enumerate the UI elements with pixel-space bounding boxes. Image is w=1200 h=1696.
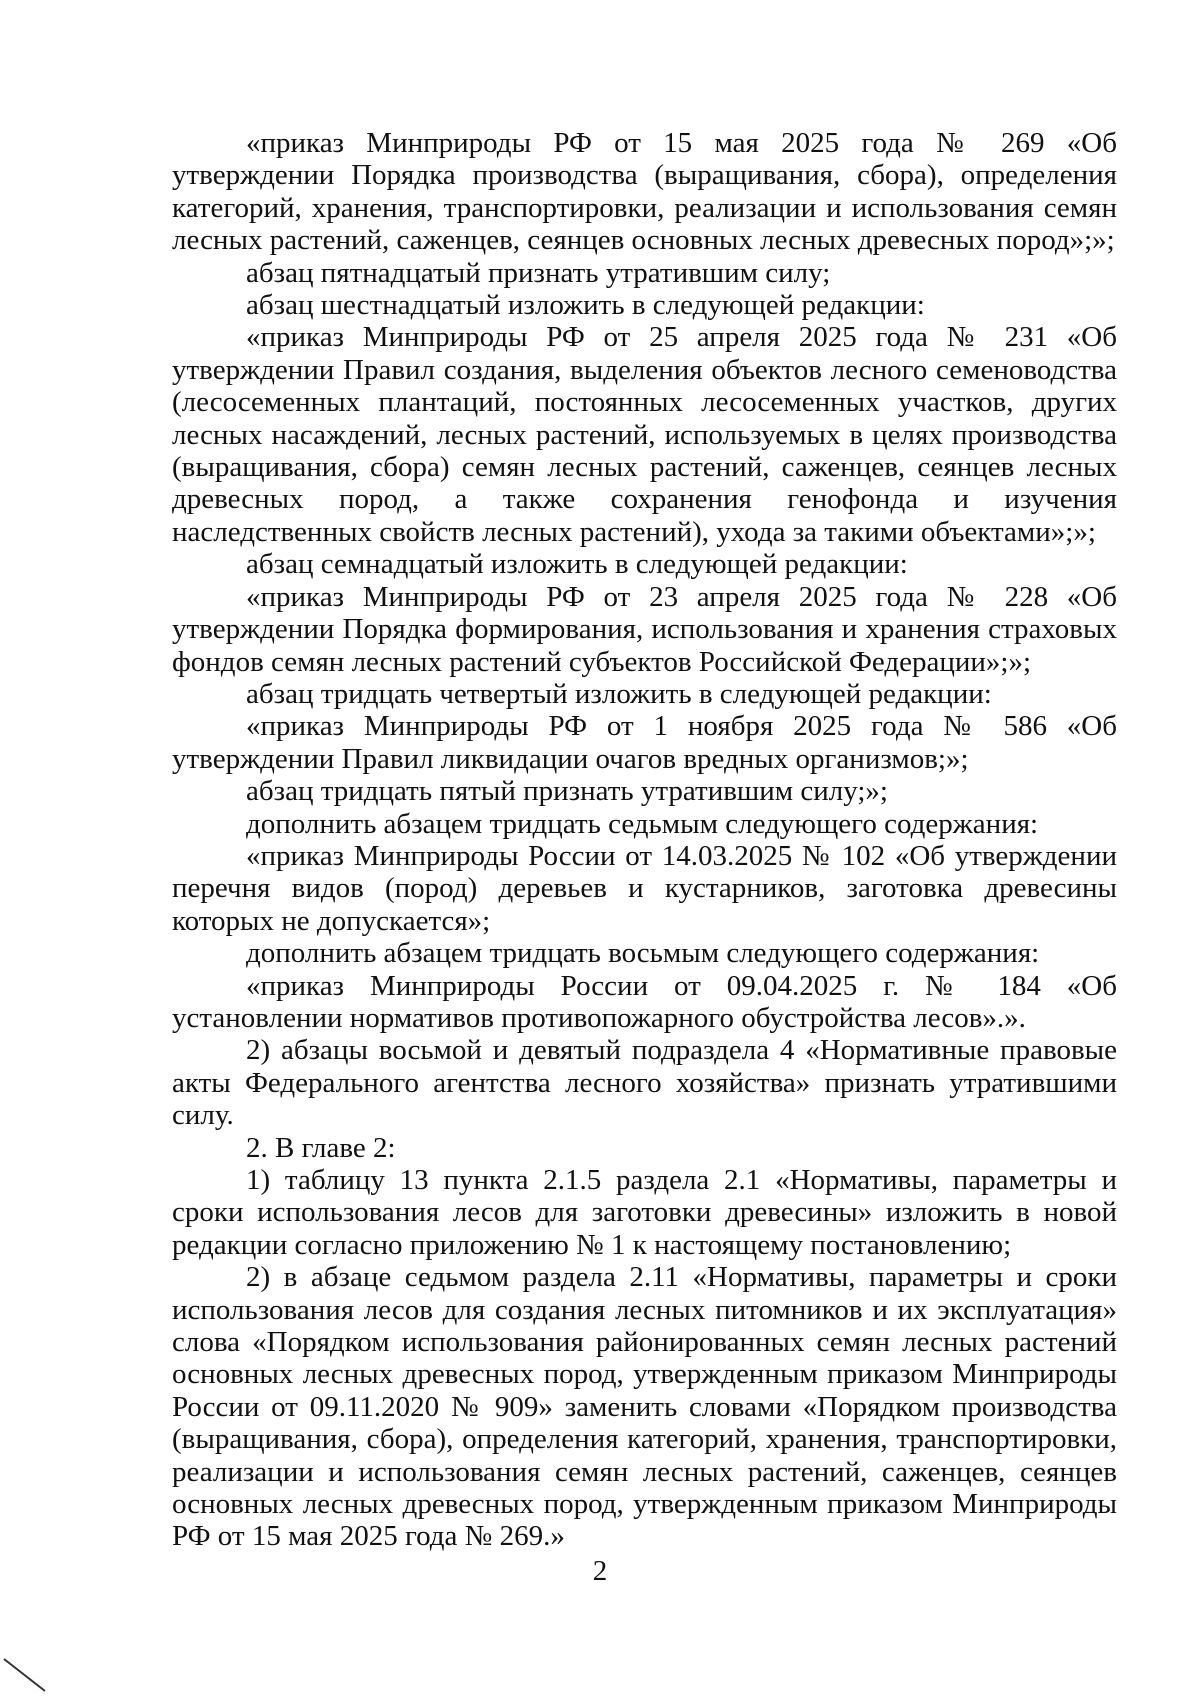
paragraph: дополнить абзацем тридцать восьмым следующего содержания: xyxy=(246,937,1040,970)
paragraph: «приказ Минприроды РФ от 15 мая 2025 года № 269 «Об утверждении Порядка производства (выращивания, сбора), определения категорий, хранения, транспортировки, реализации и использования семян лесных растений, саженцев, сеянцев основных лесных древесных пород»;»; xyxy=(172,127,1117,257)
document-body xyxy=(172,127,1117,1553)
paragraph: абзац семнадцатый изложить в следующей редакции: xyxy=(246,548,908,581)
paragraph: абзац пятнадцатый признать утратившим силу; xyxy=(246,256,831,289)
paragraph: 2. В главе 2: xyxy=(246,1131,396,1164)
paragraph: дополнить абзацем тридцать седьмым следующего содержания: xyxy=(246,807,1039,840)
paragraph: «приказ Минприроды России от 14.03.2025 № 102 «Об утверждении перечня видов (пород) деревьев и кустарников, заготовка древесины которых не допускается»; xyxy=(172,839,1117,937)
paragraph: 2) абзацы восьмой и девятый подраздела 4 «Нормативные правовые акты Федерального агентства лесного хозяйства» признать утратившими силу. xyxy=(172,1034,1117,1132)
paragraph: абзац тридцать пятый признать утратившим силу;»; xyxy=(246,775,888,808)
paragraph: «приказ Минприроды РФ от 23 апреля 2025 года № 228 «Об утверждении Порядка формирования, использования и хранения страховых фондов семян лесных растений субъектов Российской Федерации»;»; xyxy=(172,580,1117,678)
paragraph: абзац шестнадцатый изложить в следующей редакции: xyxy=(246,289,925,322)
paragraph: абзац тридцать четвертый изложить в следующей редакции: xyxy=(246,677,992,710)
paragraph: 2) в абзаце седьмом раздела 2.11 «Нормативы, параметры и сроки использования лесов для создания лесных питомников и их эксплуатация» слова «Порядком использования районированных семян лесных растений основных лесных древесных пород, утвержденным приказом Минприроды России от 09.11.2020 № 909» заменить словами «Порядком производства (выращивания, сбора), определения категорий, хранения, транспортировки, реализации и использования семян лесных растений, саженцев, сеянцев основных лесных древесных пород, утвержденным приказом Минприроды РФ от 15 мая 2025 года № 269.» xyxy=(172,1261,1117,1553)
scan-artifact xyxy=(3,1658,45,1692)
paragraph: «приказ Минприроды РФ от 1 ноября 2025 года № 586 «Об утверждении Правил ликвидации очагов вредных организмов;»; xyxy=(172,710,1117,775)
paragraph: «приказ Минприроды России от 09.04.2025 г. № 184 «Об установлении нормативов противопожарного обустройства лесов».». xyxy=(172,969,1117,1034)
paragraph: 1) таблицу 13 пункта 2.1.5 раздела 2.1 «Нормативы, параметры и сроки использования лесов для заготовки древесины» изложить в новой редакции согласно приложению № 1 к настоящему постановлению; xyxy=(172,1164,1117,1261)
paragraph: «приказ Минприроды РФ от 25 апреля 2025 года № 231 «Об утверждении Правил создания, выделения объектов лесного семеноводства (лесосеменных плантаций, постоянных лесосеменных участков, других лесных насаждений, лесных растений, используемых в целях производства (выращивания, сбора) семян лесных растений, саженцев, сеянцев лесных древесных пород, а также сохранения генофонда и изучения наследственных свойств лесных растений), ухода за такими объектами»;»; xyxy=(172,321,1117,548)
page-number: 2 xyxy=(592,1555,608,1587)
